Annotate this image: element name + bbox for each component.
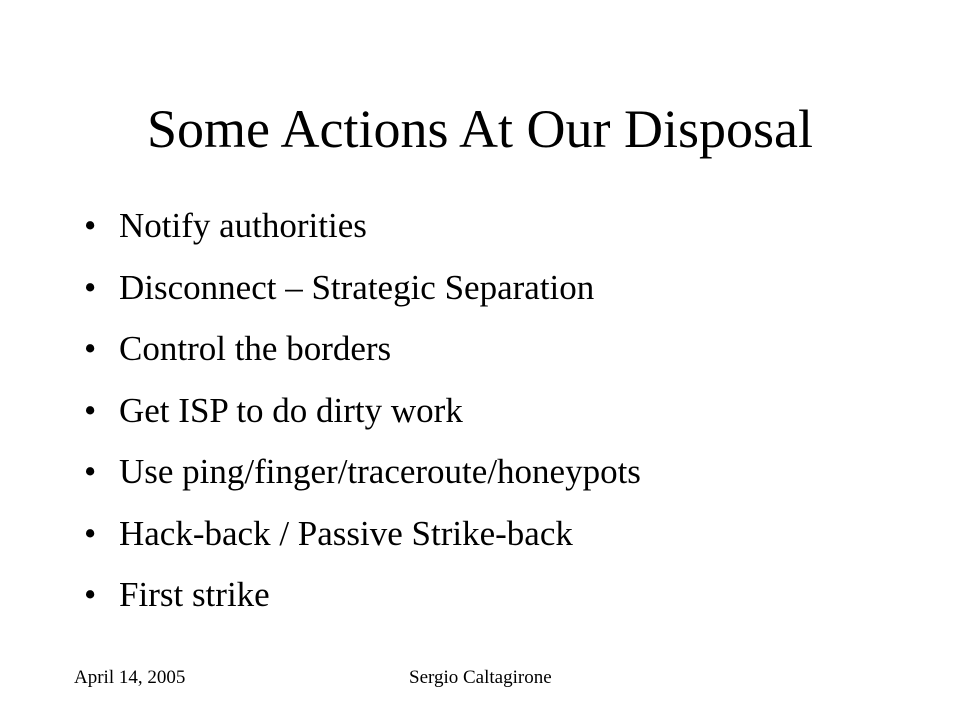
bullet-text: Notify authorities — [119, 206, 367, 245]
bullet-text: Get ISP to do dirty work — [119, 390, 463, 430]
bullet-text: First strike — [119, 575, 270, 614]
footer-author: Sergio Caltagirone — [409, 667, 552, 688]
footer-date: April 14, 2005 — [74, 667, 186, 688]
slide-title: Some Actions At Our Disposal — [146, 99, 813, 159]
bullet-text: Control the borders — [119, 329, 392, 368]
bullet-marker: • — [84, 206, 97, 245]
bullet-marker: • — [84, 575, 97, 614]
bullet-text: Use ping/finger/traceroute/honeypots — [119, 452, 641, 491]
bullet-marker: • — [84, 267, 97, 307]
bullet-text: Hack-back / Passive Strike-back — [119, 513, 573, 553]
bullet-text: Disconnect – Strategic Separation — [119, 267, 595, 307]
bullet-marker: • — [84, 513, 97, 553]
bullet-marker: • — [84, 452, 97, 491]
bullet-marker: • — [84, 329, 97, 368]
bullet-marker: • — [84, 390, 97, 430]
